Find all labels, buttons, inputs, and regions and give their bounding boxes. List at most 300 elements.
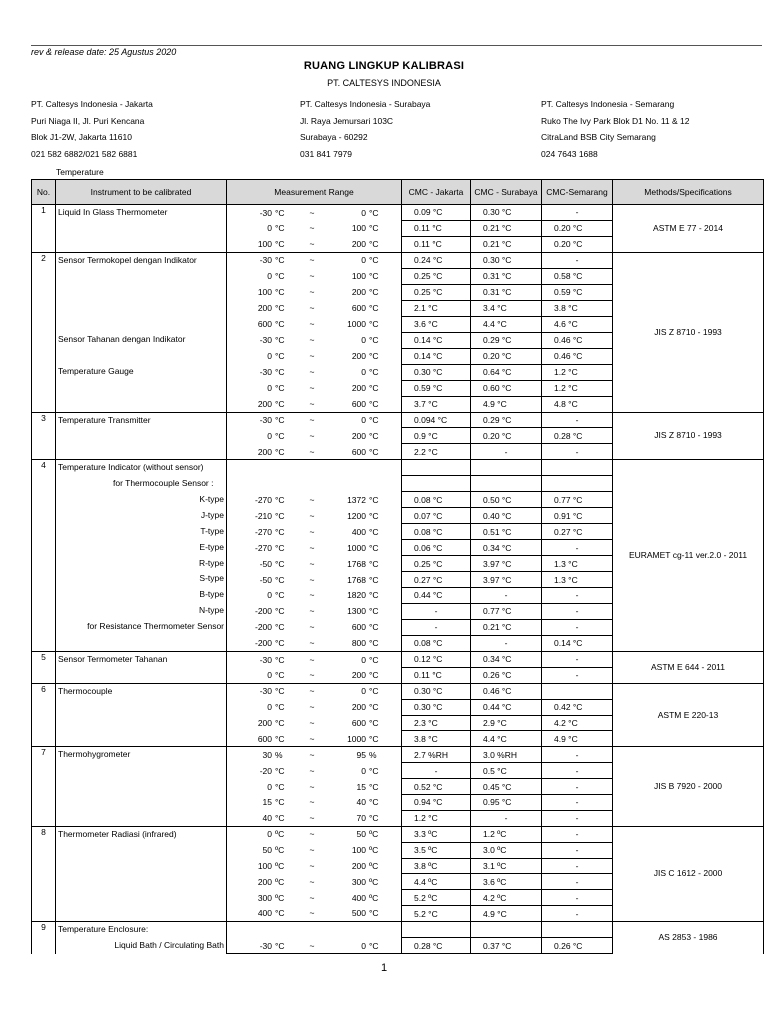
cmc-surabaya: 4.2 ºC (471, 890, 542, 906)
range-cell (227, 683, 402, 699)
cmc-semarang: 0.46 °C (542, 332, 613, 348)
range-cell (227, 842, 402, 858)
cmc-surabaya: 0.50 °C (471, 492, 542, 508)
cmc-semarang: 1.2 °C (542, 380, 613, 396)
range-cell (227, 890, 402, 906)
range-low-unit: °C (275, 207, 285, 218)
header-rule (31, 45, 762, 46)
range-high-unit: °C (369, 238, 379, 249)
cmc-jakarta: 3.6 °C (402, 316, 471, 332)
range-low-unit: °C (275, 765, 285, 776)
cmc-semarang: 0.14 °C (542, 635, 613, 651)
range-high: 100 (351, 271, 366, 282)
range-cell (227, 508, 402, 524)
measurement-range (227, 890, 401, 906)
instrument-name: Liquid Bath / Circulating Bath (114, 939, 224, 950)
cmc-jakarta: 2.7 %RH (402, 747, 471, 763)
range-high-unit: °C (369, 908, 379, 919)
cmc-jakarta: 0.094 °C (402, 412, 471, 428)
cmc-jakarta: 0.25 °C (402, 284, 471, 300)
cmc-semarang: - (542, 794, 613, 810)
range-separator: ~ (309, 670, 315, 681)
range-low: -210 (254, 510, 272, 521)
cmc-surabaya: 0.34 °C (471, 651, 542, 667)
method-spec: JIS Z 8710 - 1993 (613, 412, 764, 460)
range-separator: ~ (309, 510, 315, 521)
range-cell (227, 906, 402, 922)
range-separator: ~ (309, 781, 315, 792)
range-high: 200 (351, 670, 366, 681)
cmc-jakarta: 2.2 °C (402, 444, 471, 460)
range-high-unit: °C (369, 335, 379, 346)
range-low: 200 (257, 303, 272, 314)
range-low: -200 (254, 638, 272, 649)
range-high-unit: °C (369, 940, 379, 951)
instrument-cell (56, 252, 227, 412)
method-spec: ASTM E 77 - 2014 (613, 205, 764, 253)
range-cell (227, 763, 402, 779)
instrument-name (58, 300, 226, 316)
cmc-surabaya (471, 922, 542, 938)
address-line: 031 841 7979 (300, 148, 352, 159)
range-high: 800 (351, 638, 366, 649)
cmc-jakarta: 0.11 °C (402, 236, 471, 252)
address-line: Blok J1-2W, Jakarta 11610 (31, 132, 132, 142)
range-cell (227, 540, 402, 556)
measurement-range (227, 810, 401, 825)
cmc-semarang: - (542, 810, 613, 826)
method-spec: ASTM E 220-13 (613, 683, 764, 747)
range-low-unit: °C (275, 271, 285, 282)
range-separator: ~ (309, 574, 315, 585)
range-high: 95 (356, 749, 366, 760)
range-high: 400 (351, 526, 366, 537)
measurement-range (227, 268, 401, 284)
cmc-surabaya: 2.9 °C (471, 715, 542, 731)
range-low-unit: °C (275, 303, 285, 314)
range-high-unit: ºC (369, 876, 379, 887)
instrument-name: for Thermocouple Sensor : (113, 478, 214, 489)
cmc-surabaya: 0.46 °C (471, 683, 542, 699)
range-cell (227, 316, 402, 332)
document-title: RUANG LINGKUP KALIBRASI (303, 60, 465, 72)
range-low: -50 (259, 558, 272, 569)
cmc-jakarta: 0.24 °C (402, 252, 471, 268)
range-separator: ~ (309, 351, 315, 362)
range-separator: ~ (309, 892, 315, 903)
range-high: 100 (351, 223, 366, 234)
cmc-jakarta: - (402, 603, 471, 619)
range-low-unit: °C (275, 542, 285, 553)
instrument-name (58, 316, 226, 332)
range-low-unit: °C (275, 319, 285, 330)
instrument-name: T-type (200, 525, 224, 536)
range-separator: ~ (309, 367, 315, 378)
range-low-unit: °C (275, 526, 285, 537)
cmc-surabaya: 0.40 °C (471, 508, 542, 524)
range-high-unit: °C (369, 590, 379, 601)
method-spec: JIS Z 8710 - 1993 (613, 252, 764, 412)
range-low: 0 (267, 271, 272, 282)
instrument-name: R-type (198, 557, 224, 568)
cmc-surabaya: 3.6 ºC (471, 874, 542, 890)
range-high: 500 (351, 908, 366, 919)
measurement-range (227, 220, 401, 236)
cmc-surabaya: 3.0 ºC (471, 842, 542, 858)
measurement-range (227, 684, 401, 699)
range-separator: ~ (309, 797, 315, 808)
cmc-surabaya: 0.21 °C (471, 236, 542, 252)
range-cell (227, 364, 402, 380)
cmc-jakarta: 0.08 °C (402, 524, 471, 540)
measurement-range (227, 316, 401, 332)
range-high-unit: ºC (369, 829, 379, 840)
table-row (32, 651, 764, 667)
range-low: 50 (262, 845, 272, 856)
range-cell (227, 874, 402, 890)
range-separator: ~ (309, 876, 315, 887)
cmc-semarang: 0.28 °C (542, 428, 613, 444)
range-cell (227, 476, 402, 492)
measurement-range (227, 874, 401, 890)
range-cell (227, 858, 402, 874)
range-cell (227, 922, 402, 938)
range-low-unit: °C (275, 606, 285, 617)
cmc-jakarta: 3.8 ºC (402, 858, 471, 874)
range-high-unit: °C (369, 638, 379, 649)
range-high-unit: °C (369, 765, 379, 776)
address-line: Surabaya - 60292 (300, 132, 368, 142)
cmc-surabaya: 0.77 °C (471, 603, 542, 619)
range-cell (227, 412, 402, 428)
range-separator: ~ (309, 398, 315, 409)
range-low: 0 (267, 702, 272, 713)
range-separator: ~ (309, 526, 315, 537)
range-separator: ~ (309, 430, 315, 441)
cmc-jakarta: 2.3 °C (402, 715, 471, 731)
range-cell (227, 524, 402, 540)
cmc-surabaya: 4.9 °C (471, 906, 542, 922)
cmc-semarang: - (542, 588, 613, 604)
measurement-range (227, 332, 401, 348)
range-low-unit: °C (275, 430, 285, 441)
range-low: 300 (257, 892, 272, 903)
cmc-semarang: - (542, 906, 613, 922)
cmc-jakarta: 0.11 °C (402, 220, 471, 236)
range-high-unit: ºC (369, 845, 379, 856)
instrument-name: J-type (200, 509, 224, 520)
range-low-unit: °C (275, 781, 285, 792)
header-cmc-semarang: CMC-Semarang (542, 180, 613, 205)
method-spec: AS 2853 - 1986 (613, 922, 764, 954)
measurement-range (227, 364, 401, 380)
cmc-surabaya: 0.30 °C (471, 205, 542, 221)
range-low-unit: °C (275, 638, 285, 649)
range-high-unit: °C (369, 813, 379, 824)
cmc-jakarta: 0.14 °C (402, 348, 471, 364)
range-high: 0 (361, 654, 366, 665)
range-low-unit: °C (275, 367, 285, 378)
instrument-name: Temperature Indicator (without sensor) (58, 462, 204, 473)
measurement-range (227, 763, 401, 779)
range-separator: ~ (309, 749, 315, 760)
range-cell (227, 635, 402, 651)
cmc-jakarta: - (402, 763, 471, 779)
range-high: 1768 (347, 574, 366, 585)
range-low: 0 (267, 351, 272, 362)
instrument-name: B-type (199, 589, 224, 600)
range-high-unit: °C (369, 558, 379, 569)
cmc-jakarta: 0.14 °C (402, 332, 471, 348)
cmc-surabaya (471, 476, 542, 492)
range-low: 100 (257, 860, 272, 871)
range-high-unit: °C (369, 781, 379, 792)
cmc-surabaya: 0.21 °C (471, 220, 542, 236)
instrument-name: Thermohygrometer (58, 749, 131, 760)
instrument-name: E-type (199, 541, 224, 552)
range-separator: ~ (309, 383, 315, 394)
measurement-range (227, 588, 401, 604)
cmc-semarang: 4.8 °C (542, 396, 613, 412)
range-cell (227, 810, 402, 826)
cmc-semarang: - (542, 874, 613, 890)
cmc-jakarta: 0.07 °C (402, 508, 471, 524)
instrument-name: Sensor Tahanan dengan Indikator (58, 334, 186, 345)
range-high: 200 (351, 430, 366, 441)
range-separator: ~ (309, 654, 315, 665)
address-line: PT. Caltesys Indonesia - Jakarta (31, 99, 153, 109)
cmc-semarang: 0.27 °C (542, 524, 613, 540)
address-line: CitraLand BSB City Semarang (541, 132, 656, 142)
range-separator: ~ (309, 686, 315, 697)
measurement-range (227, 858, 401, 874)
range-high-unit: °C (369, 494, 379, 505)
cmc-surabaya: 3.1 ºC (471, 858, 542, 874)
range-cell (227, 747, 402, 763)
measurement-range (227, 540, 401, 556)
range-low: 0 (267, 223, 272, 234)
instrument-name: N-type (198, 605, 224, 616)
range-low-unit: °C (275, 223, 285, 234)
cmc-surabaya: 0.29 °C (471, 332, 542, 348)
range-low-unit: °C (275, 351, 285, 362)
revision-date: rev & release date: 25 Agustus 2020 (31, 47, 177, 57)
range-low: -30 (259, 207, 272, 218)
cmc-surabaya: 0.95 °C (471, 794, 542, 810)
range-high: 600 (351, 717, 366, 728)
cmc-semarang: - (542, 444, 613, 460)
range-cell (227, 380, 402, 396)
range-separator: ~ (309, 335, 315, 346)
range-low-unit: °C (275, 686, 285, 697)
range-low-unit: °C (275, 238, 285, 249)
range-low: -270 (254, 542, 272, 553)
measurement-range (227, 922, 401, 938)
cmc-jakarta: 0.30 °C (402, 364, 471, 380)
instrument-cell (56, 747, 227, 826)
cmc-jakarta: 0.06 °C (402, 540, 471, 556)
range-low: -30 (259, 686, 272, 697)
range-low: -20 (259, 765, 272, 776)
range-low-unit: °C (275, 733, 285, 744)
range-separator: ~ (309, 590, 315, 601)
cmc-surabaya: 0.5 °C (471, 763, 542, 779)
method-spec: JIS C 1612 - 2000 (613, 826, 764, 921)
range-low: 30 (262, 749, 272, 760)
cmc-surabaya: 0.64 °C (471, 364, 542, 380)
cmc-surabaya: 0.44 °C (471, 699, 542, 715)
method-spec: EURAMET cg-11 ver.2.0 - 2011 (613, 460, 764, 652)
instrument-cell (56, 651, 227, 683)
cmc-jakarta: 5.2 °C (402, 906, 471, 922)
cmc-semarang: - (542, 619, 613, 635)
instrument-name: Thermocouple (58, 685, 113, 696)
range-low: 0 (267, 430, 272, 441)
instrument-cell (56, 922, 227, 954)
range-low: 200 (257, 446, 272, 457)
instrument-name: Temperature Gauge (58, 365, 134, 376)
cmc-surabaya: 3.97 °C (471, 572, 542, 588)
table-row (32, 205, 764, 221)
range-cell (227, 460, 402, 476)
measurement-range (227, 731, 401, 746)
range-separator: ~ (309, 207, 315, 218)
range-low-unit: ºC (275, 892, 285, 903)
range-high-unit: °C (369, 446, 379, 457)
instrument-name (58, 269, 226, 285)
range-low: -50 (259, 574, 272, 585)
range-high: 1000 (347, 319, 366, 330)
cmc-jakarta (402, 460, 471, 476)
range-low: 40 (262, 813, 272, 824)
cmc-jakarta (402, 476, 471, 492)
measurement-range (227, 603, 401, 619)
range-high: 1372 (347, 494, 366, 505)
cmc-surabaya: 3.0 %RH (471, 747, 542, 763)
cmc-jakarta: 4.4 ºC (402, 874, 471, 890)
cmc-jakarta: 0.44 °C (402, 588, 471, 604)
range-cell (227, 284, 402, 300)
measurement-range (227, 508, 401, 524)
range-cell (227, 252, 402, 268)
table-row (32, 252, 764, 268)
range-high-unit: °C (369, 223, 379, 234)
cmc-semarang: 3.8 °C (542, 300, 613, 316)
measurement-range (227, 460, 401, 475)
range-separator: ~ (309, 271, 315, 282)
range-low-unit: °C (275, 510, 285, 521)
item-number: 3 (32, 412, 56, 460)
range-high: 1000 (347, 733, 366, 744)
range-separator: ~ (309, 638, 315, 649)
measurement-range (227, 492, 401, 508)
cmc-semarang: - (542, 890, 613, 906)
cmc-surabaya: 0.29 °C (471, 412, 542, 428)
range-low-unit: °C (275, 287, 285, 298)
measurement-range (227, 938, 401, 954)
measurement-range (227, 476, 401, 492)
range-high: 70 (356, 813, 366, 824)
cmc-semarang: 4.9 °C (542, 731, 613, 747)
range-low-unit: °C (275, 255, 285, 266)
cmc-jakarta: 0.30 °C (402, 699, 471, 715)
cmc-surabaya: 0.45 °C (471, 779, 542, 795)
cmc-surabaya: 0.26 °C (471, 667, 542, 683)
cmc-surabaya: - (471, 588, 542, 604)
measurement-range (227, 348, 401, 364)
cmc-jakarta: 0.27 °C (402, 572, 471, 588)
range-low-unit: ºC (275, 860, 285, 871)
instrument-name: for Resistance Thermometer Sensor (87, 621, 224, 632)
range-low: 200 (257, 876, 272, 887)
range-low-unit: °C (275, 446, 285, 457)
measurement-range (227, 842, 401, 858)
address-line: 024 7643 1688 (541, 148, 598, 159)
range-separator: ~ (309, 765, 315, 776)
range-low: 0 (267, 781, 272, 792)
company-name: PT. CALTESYS INDONESIA (327, 78, 441, 88)
range-low-unit: °C (275, 797, 285, 808)
cmc-surabaya: 0.31 °C (471, 268, 542, 284)
range-high: 0 (361, 367, 366, 378)
table-row (32, 922, 764, 938)
range-high-unit: ºC (369, 860, 379, 871)
range-low-unit: °C (275, 415, 285, 426)
range-low-unit: ºC (275, 845, 285, 856)
range-low: 400 (257, 908, 272, 919)
range-high-unit: °C (369, 415, 379, 426)
range-high: 0 (361, 207, 366, 218)
range-high: 0 (361, 686, 366, 697)
range-separator: ~ (309, 860, 315, 871)
cmc-jakarta: 2.1 °C (402, 300, 471, 316)
cmc-semarang: - (542, 540, 613, 556)
range-low-unit: °C (275, 940, 285, 951)
range-cell (227, 779, 402, 795)
section-label: Temperature (56, 167, 104, 177)
cmc-surabaya (471, 460, 542, 476)
instrument-name: Sensor Termokopel dengan Indikator (58, 254, 197, 265)
cmc-jakarta: 0.25 °C (402, 268, 471, 284)
measurement-range (227, 413, 401, 428)
range-low-unit: ºC (275, 829, 285, 840)
range-separator: ~ (309, 223, 315, 234)
instrument-name (58, 380, 226, 396)
range-low: 600 (257, 733, 272, 744)
range-high: 600 (351, 303, 366, 314)
range-cell (227, 731, 402, 747)
cmc-semarang: 0.58 °C (542, 268, 613, 284)
instrument-cell (56, 205, 227, 253)
cmc-jakarta: 3.5 ºC (402, 842, 471, 858)
instrument-cell (56, 412, 227, 460)
instrument-name: K-type (199, 494, 224, 505)
range-high-unit: °C (369, 542, 379, 553)
range-low-unit: °C (275, 383, 285, 394)
measurement-range (227, 236, 401, 251)
cmc-semarang (542, 476, 613, 492)
range-low-unit: °C (275, 717, 285, 728)
cmc-surabaya: - (471, 810, 542, 826)
range-high-unit: °C (369, 319, 379, 330)
range-high-unit: °C (369, 622, 379, 633)
item-number: 5 (32, 651, 56, 683)
range-high-unit: °C (369, 797, 379, 808)
range-low: 0 (267, 383, 272, 394)
table-row (32, 460, 764, 476)
header-instrument: Instrument to be calibrated (56, 180, 227, 205)
range-cell (227, 826, 402, 842)
